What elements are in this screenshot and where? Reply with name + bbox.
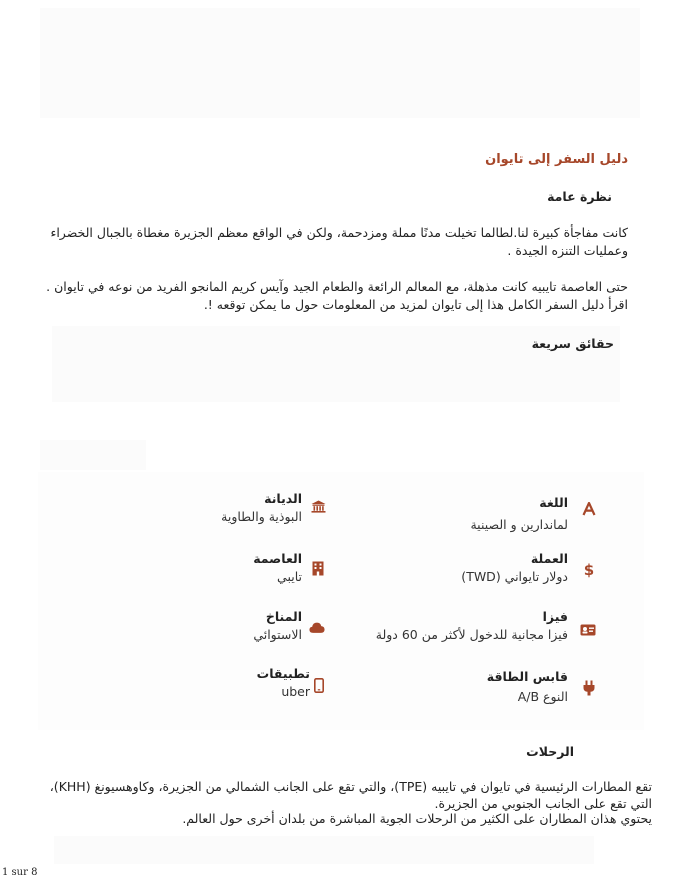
fact-label: قابس الطاقة xyxy=(486,669,568,684)
fact-climate xyxy=(253,608,302,644)
overview-heading: نظرة عامة xyxy=(547,189,612,204)
fact-currency xyxy=(461,550,568,586)
fact-capital xyxy=(253,550,302,586)
building-icon xyxy=(310,560,326,576)
plug-icon xyxy=(581,680,597,696)
page-number: 1 sur 8 xyxy=(2,867,38,878)
fact-label: الديانة xyxy=(264,491,302,506)
faint-block xyxy=(40,8,640,118)
faint-block xyxy=(54,836,594,864)
fact-apps xyxy=(257,665,310,701)
fact-label: فيزا xyxy=(542,609,568,624)
fact-value: لماندارين و الصينية xyxy=(470,517,568,532)
fact-power xyxy=(487,668,568,706)
fact-value: فيزا مجانية للدخول لأكثر من 60 دولة xyxy=(375,627,568,642)
quick-facts-heading: حقائق سريعة xyxy=(531,336,614,351)
fact-value: الاستوائي xyxy=(253,627,302,642)
overview-paragraph: حتى العاصمة تايبيه كانت مذهلة، مع المعالم الرائعة والطعام الجيد وآيس كريم المانجو الفريد من نوعه في تايوان . اقرأ دليل السفر الكامل هذا إلى تايوان لمزيد من المعلومات حول ما يمكن توقعه !. xyxy=(46,279,628,312)
fact-religion xyxy=(221,490,302,526)
flights-line: تقع المطارات الرئيسية في تايوان في تايبيه (TPE)، والتي تقع على الجانب الشمالي من الجزيرة، وكاوهسيونغ (KHH)، xyxy=(49,779,652,794)
id-card-icon xyxy=(580,622,596,638)
flights-line: التي تقع على الجانب الجنوبي من الجزيرة. xyxy=(434,796,652,811)
fact-label: العاصمة xyxy=(253,551,302,566)
dollar-icon: $ xyxy=(583,561,595,579)
fact-value: تايبي xyxy=(277,569,302,584)
fact-language xyxy=(470,494,568,534)
fact-value: النوع A/B xyxy=(517,689,568,704)
fact-label: تطبيقات xyxy=(256,666,310,681)
fact-label: المناخ xyxy=(265,609,302,624)
fact-visa xyxy=(376,608,568,644)
flights-line: يحتوي هذان المطاران على الكثير من الرحلات الجوية المباشرة من بلدان أخرى حول العالم. xyxy=(182,811,652,826)
fact-value: دولار تايواني (TWD) xyxy=(461,569,568,584)
document-title: دليل السفر إلى تايوان xyxy=(485,152,628,167)
cloud-icon xyxy=(309,619,325,635)
fact-label: العملة xyxy=(530,551,568,566)
fact-value: uber xyxy=(281,684,310,699)
faint-block xyxy=(40,440,146,470)
fact-label: اللغة xyxy=(539,495,568,510)
temple-icon xyxy=(310,498,326,514)
flights-heading: الرحلات xyxy=(526,744,574,759)
letter-a-icon xyxy=(581,501,597,517)
phone-icon xyxy=(311,677,327,693)
overview-paragraph: كانت مفاجأة كبيرة لنا.لطالما تخيلت مدنًا مملة ومزدحمة، ولكن في الواقع معظم الجزيرة مغطاة بالجبال الخضراء وعمليات التنزه الجيدة . xyxy=(50,225,628,258)
fact-value: البوذية والطاوية xyxy=(221,509,302,524)
